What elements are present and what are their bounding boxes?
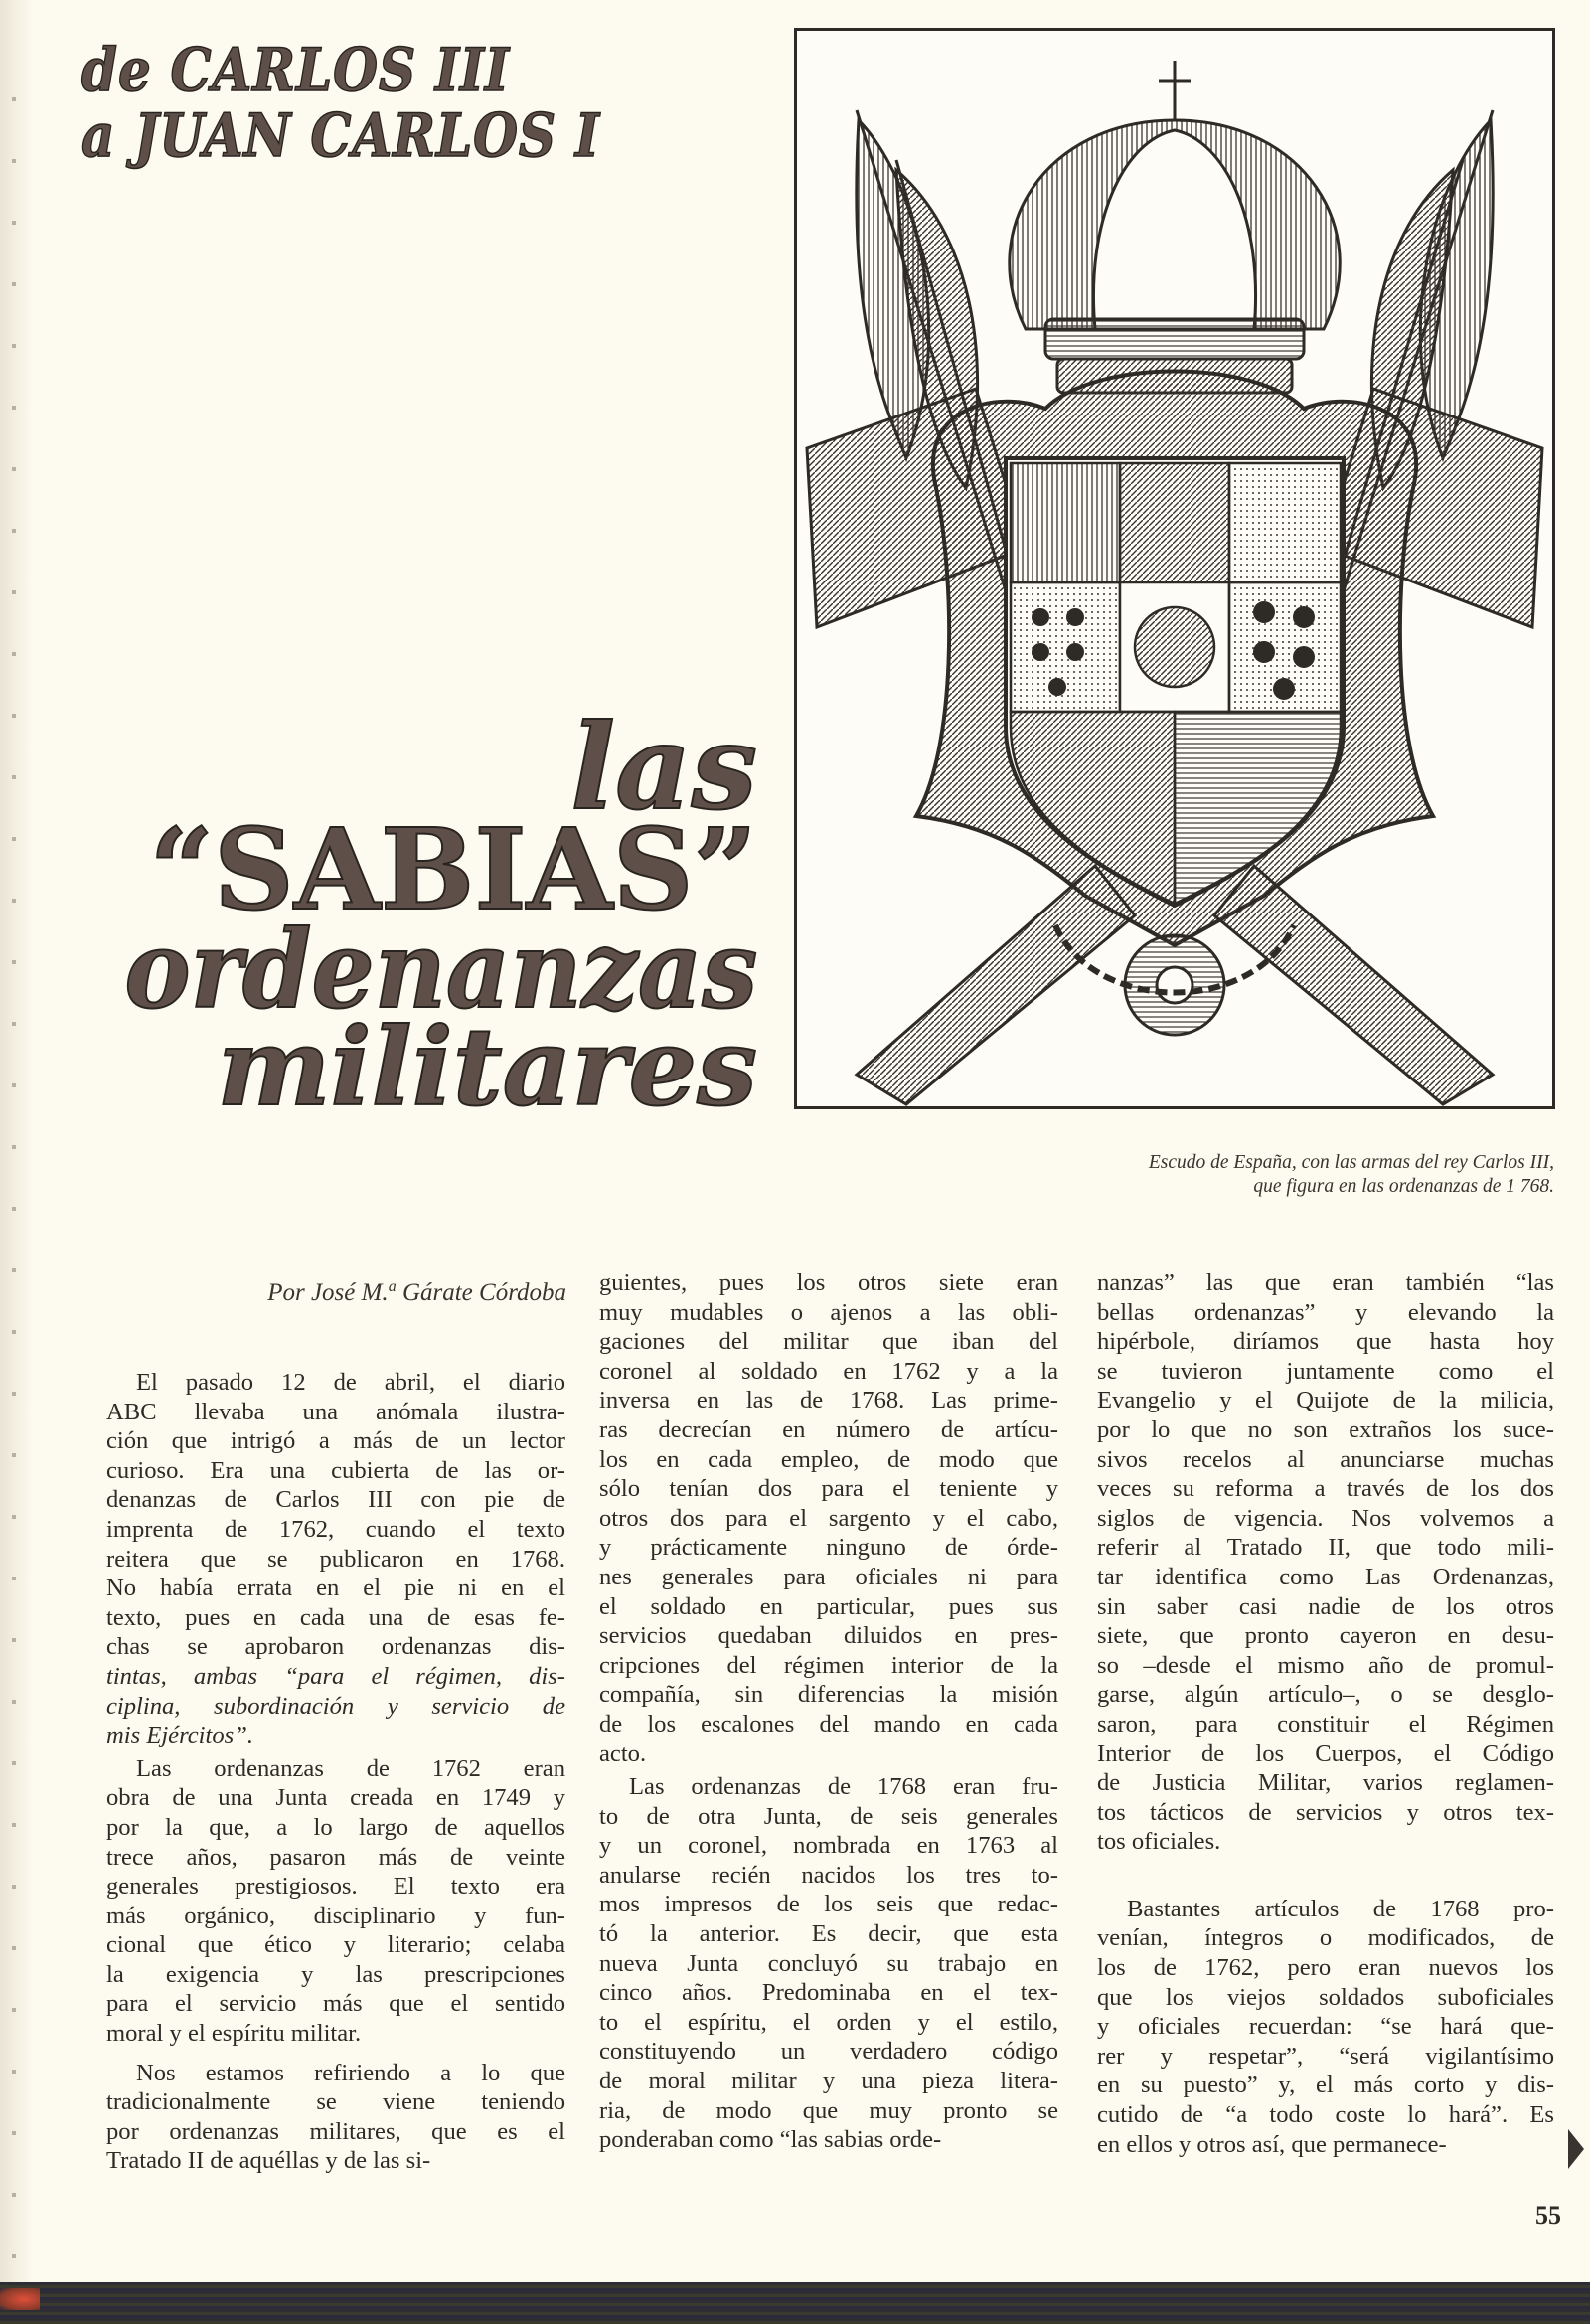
text-line: Evangelio y el Quijote de la milicia,: [1097, 1387, 1554, 1414]
kicker-line-1: de CARLOS III: [81, 36, 510, 105]
figure-caption: [1149, 1151, 1554, 1199]
text-line: más orgánico, disciplinario y fun-: [106, 1902, 565, 1929]
continue-arrow-icon: [1568, 2129, 1584, 2169]
text-line: cional que ético y literario; celaba: [106, 1931, 565, 1959]
text-line: otros dos para el sargento y el cabo,: [599, 1504, 1058, 1532]
text-line: Bastantes artículos de 1768 pro-: [1127, 1895, 1554, 1922]
crown-illustration: [1010, 61, 1340, 393]
text-line: tar identifica como Las Ordenanzas,: [1097, 1563, 1554, 1590]
text-line: en su puesto” y, el más corto y dis-: [1097, 2072, 1554, 2099]
text-line: de moral militar y una pieza litera-: [599, 2068, 1058, 2095]
text-line: ras decrecían en número de artícu-: [599, 1415, 1058, 1443]
text-line: mis Ejércitos”.: [106, 1722, 254, 1749]
text-line: por la que, a lo largo de aquellos: [106, 1813, 565, 1841]
text-line: moral y el espíritu militar.: [106, 2020, 362, 2048]
text-line: nanzas” las que eran también “las: [1097, 1269, 1554, 1296]
text-line: tó la anterior. Es decir, que esta: [599, 1920, 1058, 1948]
text-line: que los viejos soldados suboficiales: [1097, 1983, 1554, 2011]
text-line: gaciones del militar que iban del: [599, 1328, 1058, 1356]
text-line: y un coronel, nombrada en 1763 al: [599, 1832, 1058, 1860]
text-line: venían, íntegros o modificados, de: [1097, 1924, 1554, 1952]
text-line: hipérbole, diríamos que hasta hoy: [1097, 1328, 1554, 1356]
text-line: tos oficiales.: [1097, 1828, 1221, 1856]
text-line: guientes, pues los otros siete eran: [599, 1269, 1058, 1296]
article-column-3: [1097, 1268, 1554, 2159]
coat-of-arms-figure: [794, 28, 1555, 1109]
headline-line-4: militares: [217, 1005, 757, 1130]
text-line: la exigencia y las prescripciones: [106, 1960, 565, 1988]
text-line: No había errata en el pie ni en el: [106, 1575, 565, 1602]
headline-line-3: ordenanzas: [124, 908, 757, 1033]
text-line: ABC llevaba una anómala ilustra-: [106, 1398, 565, 1425]
text-line: ción que intrigó a más de un lector: [106, 1427, 565, 1455]
text-line: cinco años. Predominaba en el tex-: [599, 1979, 1058, 2007]
paragraph: [599, 1268, 1058, 1768]
text-line: ria, de modo que muy pronto se: [599, 2096, 1058, 2124]
text-line: veces su reforma a través de los dos: [1097, 1475, 1554, 1503]
text-line: muy mudables o ajenos a las obli-: [599, 1298, 1058, 1326]
page-binding-edge: [0, 0, 34, 2286]
text-line: acto.: [599, 1740, 647, 1767]
text-line: inversa en las de 1768. Las prime-: [599, 1387, 1058, 1414]
text-line: curioso. Era una cubierta de las or-: [106, 1456, 565, 1484]
text-line: compañía, sin diferencias la misión: [599, 1681, 1058, 1709]
text-line: el soldado en particular, pues sus: [599, 1592, 1058, 1620]
article-column-2: [599, 1268, 1058, 2155]
text-line: cripciones del régimen interior de la: [599, 1651, 1058, 1679]
text-line: chas se aprobaron ordenanzas dis-: [106, 1633, 565, 1661]
text-line: siglos de vigencia. Nos volvemos a: [1097, 1504, 1554, 1532]
kicker-line-2: a JUAN CARLOS I: [81, 101, 600, 171]
text-line: se tuvieron juntamente como el: [1097, 1357, 1554, 1385]
text-line: siete, que pronto cayeron en desu-: [1097, 1622, 1554, 1650]
caption-line-1: Escudo de España, con las armas del rey Carlos III,: [1148, 1152, 1554, 1173]
caption-line-2: que figura en las ordenanzas de 1 768.: [1253, 1176, 1554, 1197]
text-line: nueva Junta concluyó su trabajo en: [599, 1949, 1058, 1977]
text-line: constituyendo un verdadero código: [599, 2038, 1058, 2066]
page-number: 55: [1535, 2201, 1561, 2230]
text-line: servicios quedaban diluidos en pres-: [599, 1622, 1058, 1650]
author-byline: [179, 1278, 566, 1307]
text-line: referir al Tratado II, que todo mili-: [1097, 1534, 1554, 1562]
text-line: reitera que se publicaron en 1768.: [106, 1545, 565, 1573]
text-line: obra de una Junta creada en 1749 y: [106, 1784, 565, 1812]
text-line: denanzas de Carlos III con pie de: [106, 1486, 565, 1514]
text-line: Tratado II de aquéllas y de las si-: [106, 2147, 431, 2175]
text-line: Las ordenanzas de 1762 eran: [136, 1754, 565, 1782]
text-line: de Justicia Militar, varios reglamen-: [1097, 1769, 1554, 1797]
text-line: los en cada empleo, de modo que: [599, 1445, 1058, 1473]
article-headline: [70, 698, 757, 1130]
text-line: anularse recién nacidos los tres to-: [599, 1861, 1058, 1889]
text-line: trece años, pasaron más de veinte: [106, 1843, 565, 1871]
text-line: por lo que no son extraños los suce-: [1097, 1415, 1554, 1443]
text-line: sólo tenían dos para el teniente y: [599, 1475, 1058, 1503]
article-column-1: [106, 1368, 565, 2176]
byline-prefix: Por José M.: [267, 1279, 389, 1306]
paragraph: [1097, 1895, 1554, 2159]
scan-edge-color-mark: [0, 2288, 40, 2310]
kicker-title: [81, 38, 600, 169]
text-line: tradicionalmente se viene teniendo: [106, 2088, 565, 2116]
text-line: para el servicio más que el sentido: [106, 1990, 565, 2018]
text-line: generales prestigiosos. El texto era: [106, 1873, 565, 1901]
text-line: imprenta de 1762, cuando el texto: [106, 1515, 565, 1543]
text-line: sivos recelos al anunciarse muchas: [1097, 1445, 1554, 1473]
text-line: tintas, ambas “para el régimen, dis-: [106, 1662, 565, 1690]
text-line: coronel al soldado en 1762 y a la: [599, 1357, 1058, 1385]
text-line: nes generales para oficiales ni para: [599, 1563, 1058, 1590]
text-line: garse, algún artículo–, o se desglo-: [1097, 1681, 1554, 1709]
paragraph: [599, 1772, 1058, 2155]
text-line: El pasado 12 de abril, el diario: [136, 1369, 565, 1396]
text-line: mos impresos de los seis que redac-: [599, 1891, 1058, 1918]
text-line: to el espíritu, el orden y el estilo,: [599, 2008, 1058, 2036]
text-line: Nos estamos refiriendo a lo que: [136, 2059, 565, 2086]
text-line: Interior de los Cuerpos, el Código: [1097, 1740, 1554, 1767]
text-line: por ordenanzas militares, que es el: [106, 2117, 565, 2145]
text-line: texto, pues en cada una de esas fe-: [106, 1603, 565, 1631]
text-line: tos tácticos de servicios y otros tex-: [1097, 1798, 1554, 1826]
headline-line-1: las: [570, 698, 757, 836]
coat-of-arms-illustration: [797, 31, 1552, 1106]
paragraph: [1097, 1268, 1554, 1857]
paragraph: [106, 1368, 565, 1750]
text-line: sin saber casi nadie de los otros: [1097, 1592, 1554, 1620]
text-line: de los escalones del mando en cada: [599, 1710, 1058, 1738]
text-line: saron, para constituir el Régimen: [1097, 1710, 1554, 1738]
text-line: to de otra Junta, de seis generales: [599, 1802, 1058, 1830]
paragraph: [106, 1754, 565, 2049]
text-line: y prácticamente ninguno de órde-: [599, 1534, 1058, 1562]
text-line: Las ordenanzas de 1768 eran fru-: [629, 1773, 1058, 1801]
text-line: ponderaban como “las sabias orde-: [599, 2126, 942, 2154]
byline-name: Gárate Córdoba: [396, 1279, 566, 1306]
text-line: en ellos y otros así, que permanece-: [1097, 2130, 1447, 2158]
text-line: so –desde el mismo año de promul-: [1097, 1651, 1554, 1679]
text-line: y oficiales recuerdan: “se hará que-: [1097, 2013, 1554, 2041]
headline-line-2: “SABIAS”: [149, 805, 757, 935]
paragraph: [106, 2059, 565, 2176]
text-line: bellas ordenanzas” y elevando la: [1097, 1298, 1554, 1326]
text-line: cutido de “a todo coste lo hará”. Es: [1097, 2101, 1554, 2129]
text-line: ciplina, subordinación y servicio de: [106, 1692, 565, 1720]
byline-superscript: a: [388, 1278, 397, 1295]
text-line: rer y respetar”, “será vigilantísimo: [1097, 2042, 1554, 2070]
text-line: los de 1762, pero eran nuevos los: [1097, 1954, 1554, 1982]
binding-stitch-marks: [12, 40, 16, 2266]
scan-bottom-edge: [0, 2282, 1590, 2324]
